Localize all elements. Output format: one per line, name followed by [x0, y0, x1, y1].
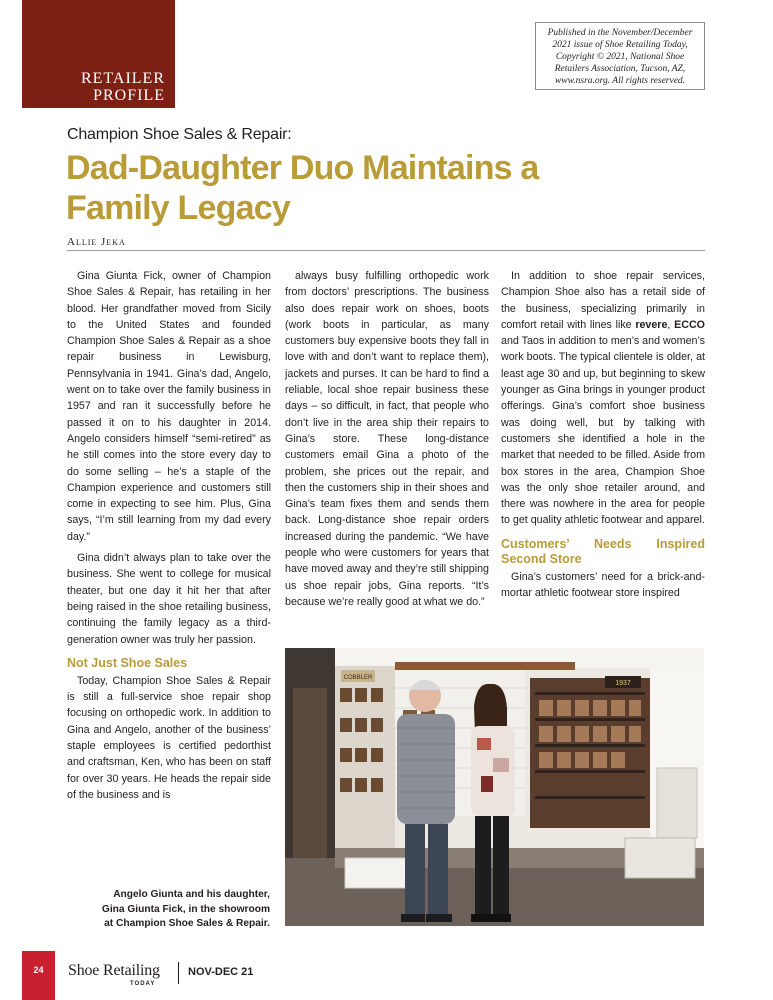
text-run: In addition to shoe repair services, Champion Shoe also has a retail side of the business, specializing primarily in comfort retail with lines like	[501, 270, 705, 331]
issue-date: NOV-DEC 21	[188, 966, 254, 978]
showroom-photo	[285, 648, 704, 926]
article-kicker: Champion Shoe Sales & Repair:	[67, 126, 292, 143]
paragraph: Gina didn’t always plan to take over the business. She went to college for musical theater, but one day it hit her that after being raised in the shoe retailing business, continuing the family legacy as a third-generation owner was truly her passion.	[67, 552, 271, 646]
caption-line: Gina Giunta Fick, in the showroom	[101, 903, 270, 915]
byline: Allie Jeka	[67, 236, 126, 248]
caption-line: at Champion Shoe Sales & Repair.	[104, 918, 270, 929]
caption-line: Angelo Giunta and his daughter,	[113, 889, 270, 900]
paragraph: Gina’s customers’ need for a brick-and-mortar athletic footwear store inspired	[501, 570, 705, 600]
cobbler-sign: COBBLER	[343, 675, 373, 681]
article-column-2	[285, 268, 489, 615]
text-run: ,	[667, 318, 675, 331]
section-label-line1: RETAILER	[80, 70, 165, 87]
article-column-1	[67, 268, 271, 808]
text-run: and Taos in addition to men’s and women’s work boots. The typical clientele is older, at least age 30 and up, but beginning to skew younger as Gina brings in younger product offerings. Gina’s comfort shoe business was doing well, but by talking with customers she identified a hole in the market that needed to be filled. Aside from box stores in the area, Champion Shoe was the only shoe retailer around, and there was nowhere in the area for people to get quality athletic footwear and apparel.	[501, 335, 705, 527]
brand-revere: revere	[635, 318, 668, 331]
article-column-3	[501, 268, 705, 606]
publication-notice: Published in the November/December 2021 issue of Shoe Retailing Today, Copyright © 2021, National Shoe Retailers Association, Tucson, AZ, www.nsra.org. All rights reserved.	[535, 22, 705, 90]
paragraph	[501, 268, 705, 529]
section-label	[22, 70, 165, 104]
article-headline	[66, 148, 586, 228]
headline-line2: Family Legacy	[66, 189, 290, 227]
magazine-logo: Shoe Retailing	[68, 962, 160, 979]
subheading: Customers’ Needs Inspired Second Store	[501, 536, 705, 566]
header-divider	[67, 250, 705, 251]
magazine-logo-sub: TODAY	[130, 981, 156, 987]
paragraph: always busy fulfilling orthopedic work from doctors’ prescriptions. The business also does repair work on shoes, boots (work boots in particular, as many customers buy expensive boots they fall in love with and don’t want to replace them), jackets and purses. It can be hard to find a reliable, local shoe repair business these days – so difficult, in fact, that people who don’t live in the area ship their repairs to Gina’s store. These long-distance customers email Gina a photo of the problem, she prices out the repair, and then the customers ship in their shoes and Gina’s team fixes them and sends them back. Long-distance shoe repair orders increased during the pandemic. “We have people who were customers for years that have moved away and they’re still shipping us shoe repair jobs, Gina reports. “It’s because we’re really good at what we do.”	[285, 270, 489, 608]
paragraph: Gina Giunta Fick, owner of Champion Shoe Sales & Repair, has retailing in her blood. Her grandfather moved from Sicily to the United States and founded Champion Shoe Sales & Repair as a shoe repair business in Lewisburg, Pennsylvania in 1941. Gina’s dad, Angelo, went on to take over the family business in 1957 and ran it successfully before he passed it on to his daughter in 2014. Angelo considers himself “semi-retired” as he still comes into the store every day to do some selling – he’s a staple of the Champion experience and customers still come in expecting to see him. Plus, Gina says, “I’m still learning from my dad every day.”	[67, 270, 271, 543]
section-label-line2: PROFILE	[93, 87, 165, 104]
footer-divider	[178, 962, 179, 984]
subheading: Not Just Shoe Sales	[67, 655, 188, 670]
showroom-illustration	[285, 648, 704, 926]
paragraph: Today, Champion Shoe Sales & Repair is still a full-service shoe repair shop focusing on orthopedic work. In addition to Gina and Angelo, another of the business’ staple employees is certified pedorthist and craftsman, Ken, who has been on staff for over 30 years. He heads the repair side of the business and is	[67, 674, 271, 801]
headline-line1: Dad-Daughter Duo Maintains a	[66, 149, 539, 187]
page-number: 24	[22, 951, 55, 1000]
brand-ecco: ECCO	[674, 318, 705, 331]
section-banner	[22, 0, 175, 108]
photo-caption	[80, 888, 270, 932]
shelf-tag: 1937	[615, 680, 631, 687]
